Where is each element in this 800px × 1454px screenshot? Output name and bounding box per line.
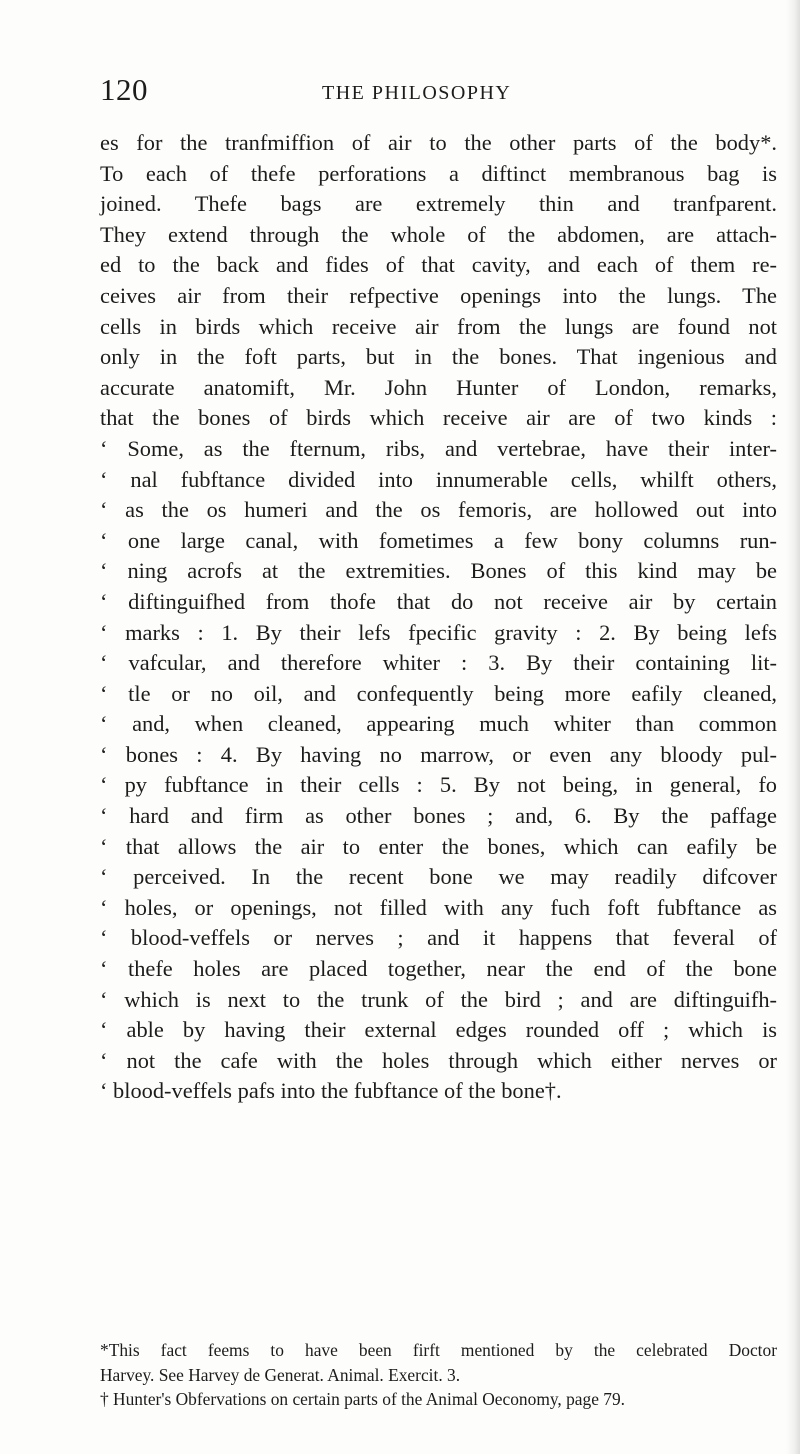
text-line: accurate anatomift, Mr. John Hunter of London, remarks, <box>100 374 777 400</box>
text-line: ‘ bones : 4. By having no marrow, or even any bloody pul- <box>100 741 777 767</box>
footnote-line: Harvey. See Harvey de Generat. Animal. Exercit. 3. <box>100 1364 461 1385</box>
text-line: ‘ Some, as the fternum, ribs, and vertebrae, have their inter- <box>100 435 777 461</box>
text-line: ‘ hard and firm as other bones ; and, 6. By the paffage <box>100 803 777 829</box>
text-line: ‘ blood-veffels pafs into the fubftance of the bone†. <box>100 1078 562 1104</box>
text-line: ‘ py fubftance in their cells : 5. By not being, in general, fo <box>100 772 777 798</box>
text-line: ‘ vafcular, and therefore whiter : 3. By their containing lit- <box>100 650 777 676</box>
running-head <box>100 72 780 112</box>
page-edge-shadow <box>786 0 800 1454</box>
text-line: cells in birds which receive air from the lungs are found not <box>100 313 777 339</box>
text-line: ‘ that allows the air to enter the bones, which can eafily be <box>100 833 777 859</box>
text-line: ‘ holes, or openings, not filled with any fuch foft fubftance as <box>100 894 777 920</box>
text-line: ‘ blood-veffels or nerves ; and it happens that feveral of <box>100 925 777 951</box>
text-line: ‘ ning acrofs at the extremities. Bones of this kind may be <box>100 558 777 584</box>
text-line: ‘ marks : 1. By their lefs fpecific gravity : 2. By being lefs <box>100 619 777 645</box>
text-line: joined. Thefe bags are extremely thin and tranfparent. <box>100 191 777 217</box>
text-line: ‘ as the os humeri and the os femoris, are hollowed out into <box>100 497 777 523</box>
text-line: They extend through the whole of the abdomen, are attach- <box>100 221 777 247</box>
running-title: THE PHILOSOPHY <box>322 82 512 104</box>
text-line: ‘ not the cafe with the holes through which either nerves or <box>100 1047 777 1073</box>
text-line: ‘ thefe holes are placed together, near the end of the bone <box>100 956 777 982</box>
text-line: ‘ tle or no oil, and confequently being more eafily cleaned, <box>100 680 777 706</box>
text-line: ‘ diftinguifhed from thofe that do not receive air by certain <box>100 588 777 614</box>
footnotes <box>100 1338 777 1412</box>
text-line: only in the foft parts, but in the bones. That ingenious and <box>100 344 777 370</box>
text-line: ‘ one large canal, with fometimes a few bony columns run- <box>100 527 777 553</box>
page-number: 120 <box>100 72 148 107</box>
text-line: ceives air from their refpective openings into the lungs. The <box>100 282 777 308</box>
body-text <box>100 128 777 1107</box>
text-line: ed to the back and fides of that cavity, and each of them re- <box>100 252 777 278</box>
text-line: es for the tranfmiffion of air to the other parts of the body*. <box>100 130 777 155</box>
text-line: ‘ and, when cleaned, appearing much whiter than common <box>100 711 777 737</box>
footnote-line: † Hunter's Obfervations on certain parts of the Animal Oeconomy, page 79. <box>100 1389 626 1409</box>
text-line: To each of thefe perforations a diftinct membranous bag is <box>100 160 777 186</box>
text-line: ‘ able by having their external edges rounded off ; which is <box>100 1017 777 1043</box>
text-line: that the bones of birds which receive air are of two kinds : <box>100 405 777 431</box>
text-line: ‘ which is next to the trunk of the bird ; and are diftinguifh- <box>100 986 777 1012</box>
text-line: ‘ nal fubftance divided into innumerable cells, whilft others, <box>100 466 777 492</box>
text-line: ‘ perceived. In the recent bone we may readily difcover <box>100 864 777 890</box>
footnote-line: *This fact feems to have been firft mentioned by the celebrated Doctor <box>100 1340 777 1360</box>
